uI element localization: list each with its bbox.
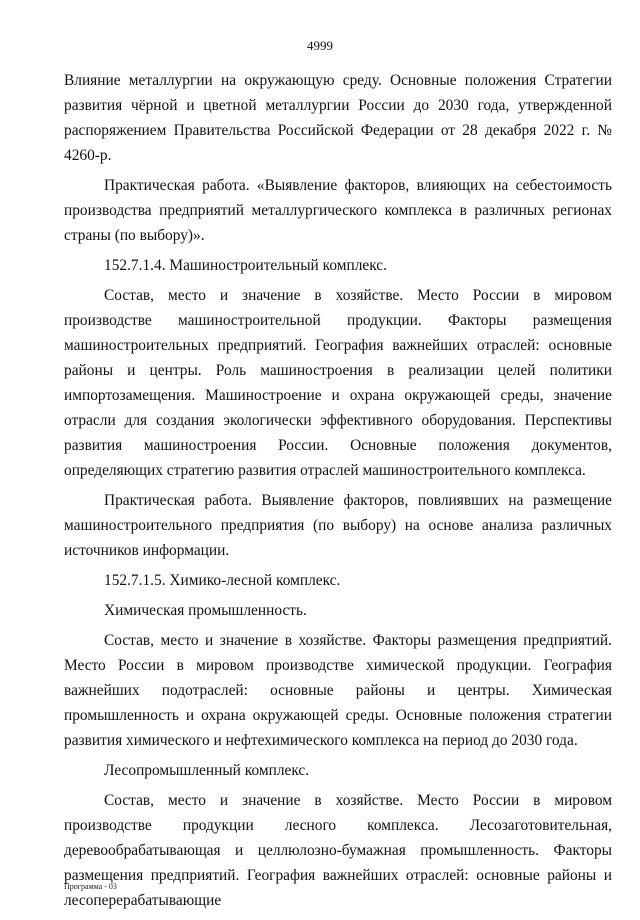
paragraph-chemical-industry: Состав, место и значение в хозяйстве. Факторы размещения предприятий. Место России в мировом производстве химической продукции. География важнейших подотраслей: основные районы и центры. Химическая промышленность и охрана окружающей среды. Основные положения стратегии развития химического и нефтехимического комплекса на период до 2030 года. [64, 632, 612, 749]
paragraph-metallurgy-environment: Влияние металлургии на окружающую среду. Основные положения Стратегии развития чёрной и цветной металлургии России до 2030 года, утвержденной распоряжением Правительства Российской Федерации от 28 декабря 2022 г. № 4260-р. [64, 72, 612, 164]
paragraph-timber-complex: Состав, место и значение в хозяйстве. Место России в мировом производстве продукции лесного комплекса. Лесозаготовительная, деревообрабатывающая и целлюлозно-бумажная промышленность. Факторы размещения предприятий. География важнейших отраслей: основные районы и лесоперерабатывающие [64, 792, 612, 909]
section-heading-machine-building: 152.7.1.4. Машиностроительный комплекс. [104, 257, 387, 274]
subheading-chemical-industry: Химическая промышленность. [104, 602, 307, 619]
paragraph-machine-building: Состав, место и значение в хозяйстве. Место России в мировом производстве машиностроительной продукции. Факторы размещения машиностроительных предприятий. География важнейших отраслей: основные районы и центры. Роль машиностроения в реализации целей политики импортозамещения. Машиностроение и охрана окружающей среды, значение отрасли для создания экологически эффективного оборудования. Перспективы развития машиностроения России. Основные положения документов, определяющих стратегию развития отраслей машиностроительного комплекса. [64, 287, 612, 479]
page-footer: Программа - 03 [64, 882, 117, 891]
subheading-timber-complex: Лесопромышленный комплекс. [104, 762, 310, 779]
document-body [64, 68, 612, 913]
paragraph-practical-work-machine-building: Практическая работа. Выявление факторов, повлиявших на размещение машиностроительного предприятия (по выбору) на основе анализа различных источников информации. [64, 492, 612, 559]
section-heading-chemical-forest: 152.7.1.5. Химико-лесной комплекс. [104, 572, 341, 589]
paragraph-practical-work-metallurgy: Практическая работа. «Выявление факторов, влияющих на себестоимость производства предприятий металлургического комплекса в различных регионах страны (по выбору)». [64, 177, 612, 244]
page-number: 4999 [307, 38, 333, 53]
